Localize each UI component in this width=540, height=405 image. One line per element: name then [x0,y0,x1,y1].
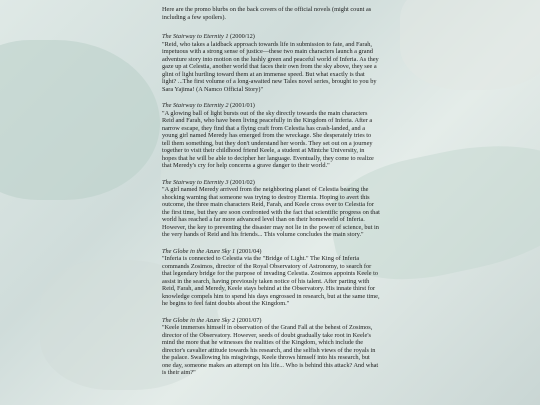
novel-blurb: "A girl named Meredy arrived from the neighboring planet of Celestia bearing the shocking warning that someone was trying to destroy Eternia. Hoping to avert this outcome, the three main characters Reid, Farah, and Keele cross over to Celestia for the first time, but they are soon confronted with the fact that scientific progress on that world has reached a far more advanced level than on their homeworld of Inferia. However, the key to preventing the disaster may not lie in the power of science, but in the very hands of Reid and his friends... This volume concludes the main story." [162,186,380,238]
novel-heading [162,248,380,256]
background-shape [400,0,540,90]
novel-heading [162,102,380,110]
novel-heading [162,179,380,187]
novel-date: (2001/07) [236,316,262,324]
novel-date: (2001/04) [236,247,262,255]
novel-entry [162,179,380,239]
novel-entry [162,248,380,308]
novel-heading [162,33,380,41]
novel-blurb: "Keele immerses himself in observation of the Grand Fall at the behest of Zosimos, director of the Observatory. However, seeds of doubt gradually take root in Keele's mind the more that he witnesses the realities of the Kingdom, which include the director's cavalier attitude towards his research, and the selfish views of the royals in the palace. Swallowing his misgivings, Keele throws himself into his research, but one day, someone makes an attempt on his life... Who is behind this attack? And what is their aim?" [162,324,379,376]
novel-blurb: "A glowing ball of light bursts out of the sky directly towards the main characters Reid and Farah, who have been living peacefully in the Kingdom of Inferia. After a narrow escape, they find that a flying craft from Celestia has crash-landed, and a young girl named Meredy has emerged from the wreckage. She desperately tries to tell them something, but they don't understand her words. They set out on a journey together to visit their childhood friend Keele, a student at Mintche University, in hopes that he will be able to decipher her language. Eventually, they come to realize that Meredy's cry for help concerns a grave danger to their world." [162,109,374,169]
novel-heading [162,317,380,325]
novel-date: (2001/02) [230,178,255,186]
novel-date: (2001/01) [230,102,255,109]
intro-text: Here are the promo blurbs on the back covers of the official novels (might count as including a few spoilers). [162,6,372,21]
blurb-column [162,6,380,386]
novel-blurb: "Reid, who takes a laidback approach towards life in submission to fate, and Farah, impetuous with a strong sense of justice—these two main characters launch a grand adventure story into motion on the lushly green and peaceful world of Inferia. As they gaze up at Celestia, another world that faces their own from the sky above, they see a glint of light hurtling toward them at an immense speed. But what exactly is that light? ...The first volume of a long-awaited new Tales novel series, brought to you by Sara Yajima! (A Namco Official Story)" [162,40,379,93]
novel-title: The Stairway to Eternity 3 [162,178,229,186]
novel-entry [162,102,380,170]
novel-title: The Stairway to Eternity 2 [162,102,229,109]
background-shape [0,40,160,200]
novel-date: (2000/12) [230,33,255,40]
novel-entry [162,33,380,93]
novel-title: The Globe in the Azure Sky 2 [162,316,236,324]
novel-title: The Stairway to Eternity 1 [162,33,229,40]
novel-title: The Globe in the Azure Sky 1 [162,247,236,255]
novel-entry [162,317,380,377]
novel-blurb: "Inferia is connected to Celestia via the "Bridge of Light." The King of Inferia commands Zosimos, director of the Royal Observatory of Astronomy, to search for that legendary bridge for the purpose of invading Celestia. Zosimos appoints Keele to assist in the search, having previously taken notice of his talent. After parting with Reid, Farah, and Meredy, Keele stays behind at the Observatory. His innate thirst for knowledge compels him to spend his days engrossed in research, but at the same time, he begins to feel faint doubts about the Kingdom." [162,255,380,307]
